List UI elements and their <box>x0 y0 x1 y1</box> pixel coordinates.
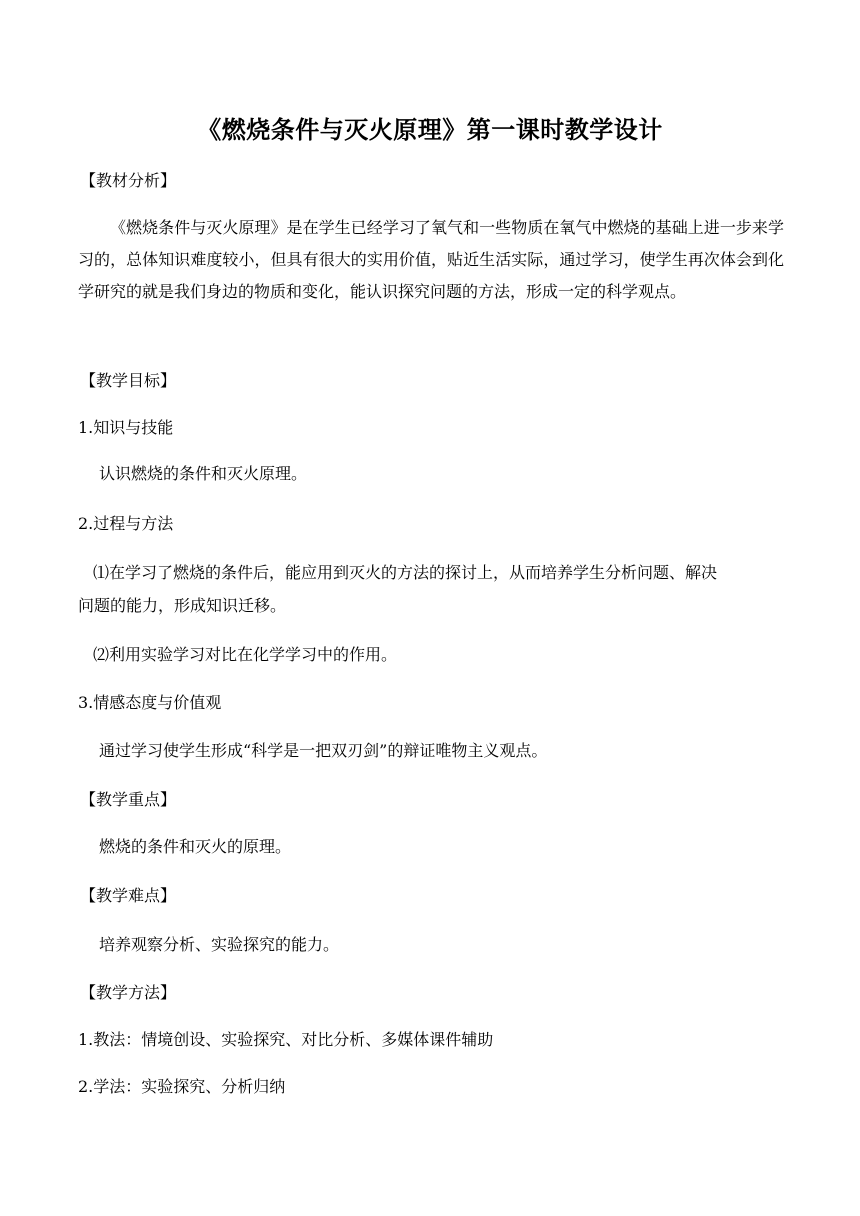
goal-1-label: 1.知识与技能 <box>78 418 174 437</box>
goal-1-text: 认识燃烧的条件和灭火原理。 <box>99 464 308 483</box>
difficulty-text: 培养观察分析、实验探究的能力。 <box>99 935 340 954</box>
section-heading-goals: 【教学目标】 <box>80 371 177 390</box>
section-heading-analysis: 【教材分析】 <box>80 171 177 190</box>
goal-3-text: 通过学习使学生形成“科学是一把双刃剑”的辩证唯物主义观点。 <box>99 741 548 760</box>
section-heading-methods: 【教学方法】 <box>80 983 177 1002</box>
goal-2-item-2: ⑵利用实验学习对比在化学学习中的作用。 <box>93 645 398 664</box>
analysis-paragraph: 《燃烧条件与灭火原理》是在学生已经学习了氧气和一些物质在氧气中燃烧的基础上进一步来学习的，总体知识难度较小，但具有很大的实用价值，贴近生活实际，通过学习，使学生再次体会到化学研究的就是我们身边的物质和变化，能认识探究问题的方法，形成一定的科学观点。 <box>78 218 784 301</box>
section-heading-difficulty: 【教学难点】 <box>80 886 177 905</box>
goal-2-item-1-line-2: 问题的能力，形成知识迁移。 <box>78 596 287 615</box>
document-title: 《燃烧条件与灭火原理》第一课时教学设计 <box>197 116 663 144</box>
goal-2-label: 2.过程与方法 <box>78 514 174 533</box>
method-2: 2.学法：实验探究、分析归纳 <box>78 1077 286 1096</box>
goal-2-item-1-line-1: ⑴在学习了燃烧的条件后，能应用到灭火的方法的探讨上，从而培养学生分析问题、解决 <box>93 563 718 582</box>
key-text: 燃烧的条件和灭火的原理。 <box>99 837 292 856</box>
section-heading-key: 【教学重点】 <box>80 790 177 809</box>
goal-3-label: 3.情感态度与价值观 <box>78 693 222 712</box>
method-1: 1.教法：情境创设、实验探究、对比分析、多媒体课件辅助 <box>78 1030 494 1049</box>
